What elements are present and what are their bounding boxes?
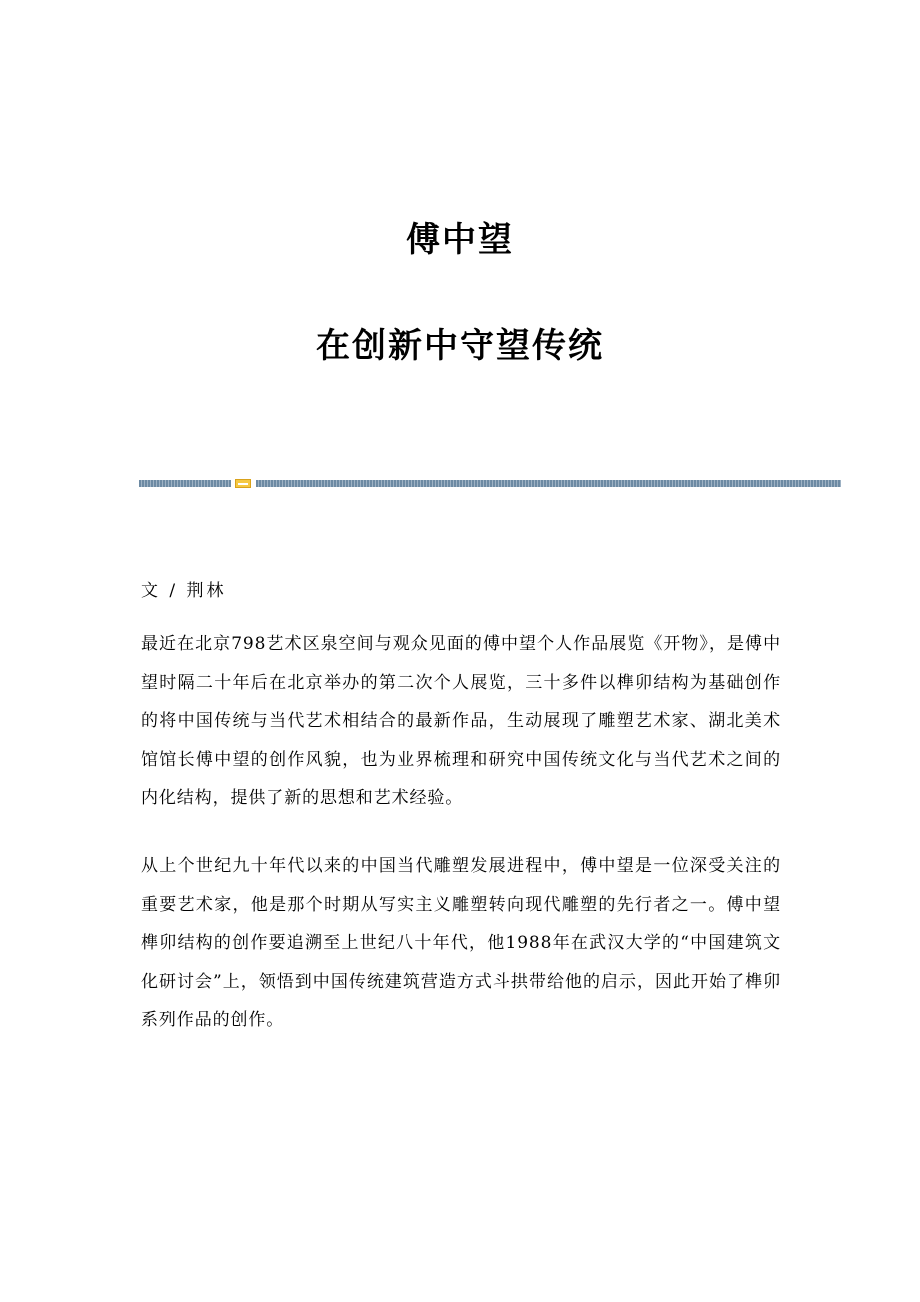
article-title: 傅中望 <box>406 220 514 260</box>
section-divider <box>139 479 841 489</box>
byline: 文 / 荆林 <box>141 581 227 601</box>
body-paragraph: 最近在北京798艺术区泉空间与观众见面的傅中望个人作品展览《开物》，是傅中望时隔二十年后在北京举办的第二次个人展览，三十多件以榫卯结构为基础创作的将中国传统与当代艺术相结合的最新作品，生动展现了雕塑艺术家、湖北美术馆馆长傅中望的创作风貌，也为业界梳理和研究中国传统文化与当代艺术之间的内化结构，提供了新的思想和艺术经验。 <box>141 634 781 809</box>
envelope-ornament-icon <box>235 479 251 488</box>
article-subtitle: 在创新中守望传统 <box>316 326 604 366</box>
divider-bar-right <box>256 480 841 487</box>
divider-bar-left <box>139 480 231 487</box>
body-paragraph: 从上个世纪九十年代以来的中国当代雕塑发展进程中，傅中望是一位深受关注的重要艺术家，他是那个时期从写实主义雕塑转向现代雕塑的先行者之一。傅中望榫卯结构的创作要追溯至上世纪八十年代，他1988年在武汉大学的“中国建筑文化研讨会”上，领悟到中国传统建筑营造方式斗拱带给他的启示，因此开始了榫卯系列作品的创作。 <box>141 856 781 1031</box>
